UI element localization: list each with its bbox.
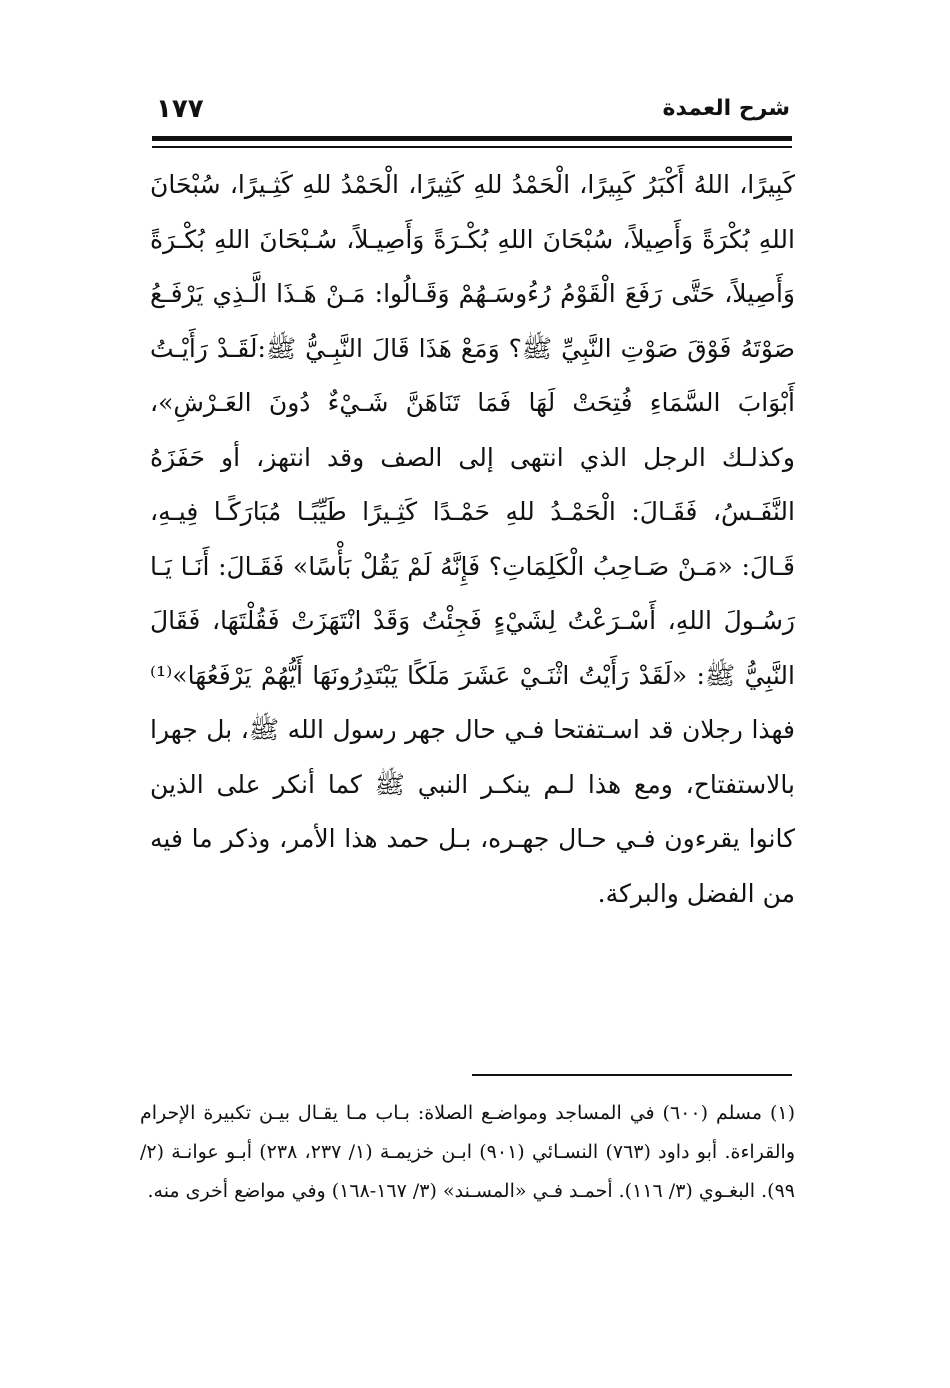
main-text [150, 158, 795, 921]
running-title: شرح العمدة [662, 96, 790, 121]
footnote-separator [472, 1074, 792, 1076]
header-rule-thick [152, 136, 792, 141]
header-rule-thin [152, 146, 792, 148]
page-number: ١٧٧ [156, 94, 204, 124]
body-paragraph: كَبِيرًا، اللهُ أَكْبَرُ كَبِيرًا، الْحَمْدُ للهِ كَثِيرًا، الْحَمْدُ للهِ كَثِـيرًا، سُبْحَانَ اللهِ بُكْرَةً وَأَصِيلاً، سُبْحَانَ اللهِ بُكْـرَةً وَأَصِيـلاً، سُـبْحَانَ اللهِ بُكْـرَةً وَأَصِيلاً، حَتَّى رَفَعَ الْقَوْمُ رُءُوسَـهُمْ وَقَـالُوا: مَـنْ هَـذَا الَّـذِي يَرْفَـعُ صَوْتَهُ فَوْقَ صَوْتِ النَّبِيِّ ﷺ؟ وَمَعْ هَذَا قَالَ النَّبِـيُّ ﷺ:لَقَـدْ رَأَيْـتُ أَبْوَابَ السَّمَاءِ فُتِحَتْ لَهَا فَمَا تَنَاهَنَّ شَـيْءٌ دُونَ العَـرْشِ»، وكذلـك الرجل الذي انتهى إلى الصف وقد انتهز، أو حَفَزَهُ النَّفَـسُ، فَقَـالَ: الْحَمْـدُ للهِ حَمْـدًا كَثِـيرًا طَيِّبًـا مُبَارَكًـا فِيـهِ، قَـالَ: «مَـنْ صَـاحِبُ الْكَلِمَاتِ؟ فَإِنَّهُ لَمْ يَقُلْ بَأْسًا» فَقَـالَ: أَنَـا يَـا رَسُـولَ اللهِ، أَسْـرَعْتُ لِشَيْءٍ فَجِئْتُ وَقَدْ انْتَهَزَتْ فَقُلْتَهَا، فَقَالَ النَّبِيُّ ﷺ: «لَقَدْ رَأَيْتُ اثْنَـيْ عَشَرَ مَلَكًا يَبْتَدِرُونَهَا أَيُّهُمْ يَرْفَعُهَا»⁽¹⁾ فهذا رجلان قد اسـتفتحا فـي حال جهر رسول الله ﷺ، بل جهرا بالاستفتاح، ومع هذا لـم ينكـر النبي ﷺ كما أنكر على الذين كانوا يقرءون فـي حـال جهـره، بـل حمد هذا الأمر، وذكر ما فيه من الفضل والبركة. [150, 170, 795, 908]
footnote-text: (١) مسلم (٦٠٠) في المساجد ومواضـع الصلاة: بـاب مـا يقـال بيـن تكبيرة الإحرام والقراءة. أبو داود (٧٦٣) النسـائي (٩٠١) ابـن خزيمـة (١/ ٢٣٧، ٢٣٨) أبـو عوانـة (٢/ ٩٩). البغـوي (٣/ ١١٦). أحمـد فـي «المسـند» (٣/ ١٦٧-١٦٨) وفي مواضع أخرى منه. [140, 1102, 795, 1202]
footnote [140, 1094, 795, 1211]
